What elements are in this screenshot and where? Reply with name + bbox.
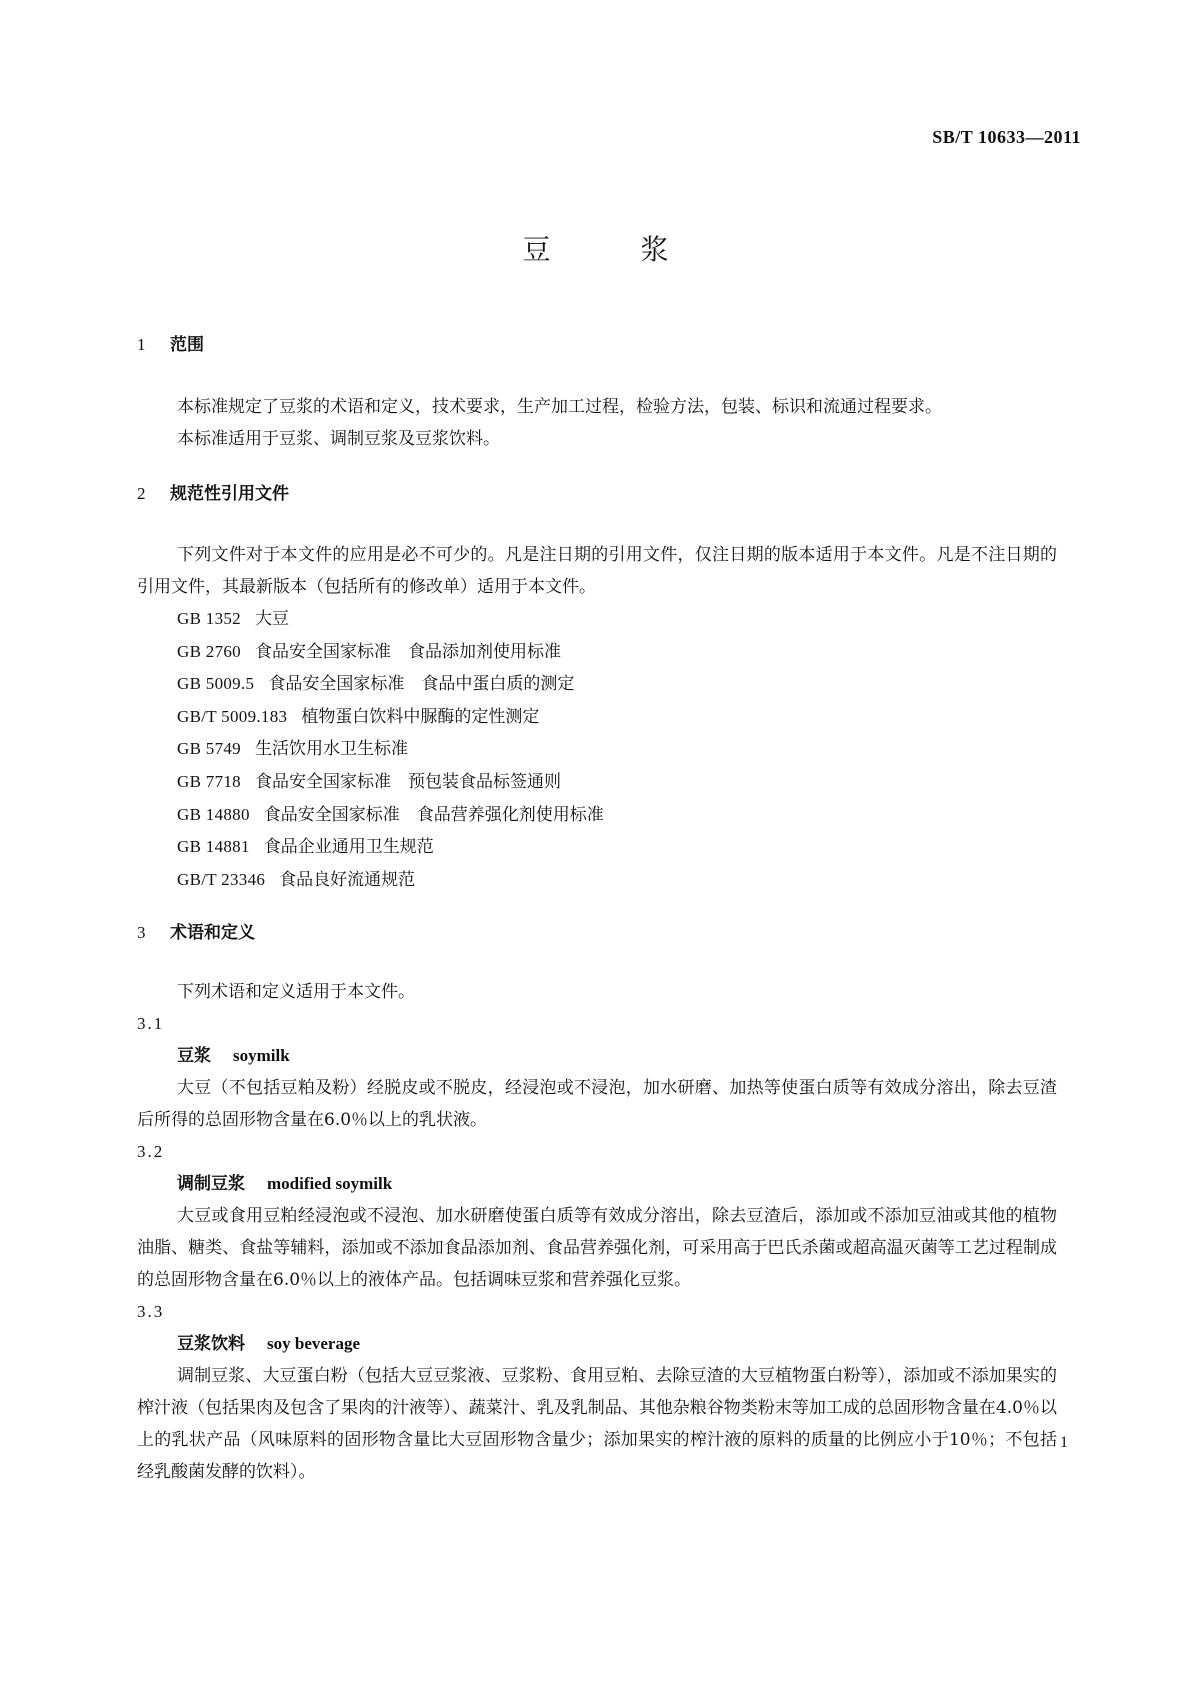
paragraph: 下列术语和定义适用于本文件。 [177,982,415,1003]
reference-name: 大豆 [254,609,289,629]
reference-item [137,668,1057,701]
term-en: soymilk [233,1046,290,1066]
term-heading [137,1168,1057,1200]
reference-item [137,831,1057,864]
term-en: soy beverage [267,1334,361,1354]
document-title: 豆浆 [522,233,759,266]
reference-code: GB 5749 [177,739,241,759]
term-number: 3.2 [137,1142,165,1162]
term-number: 3.3 [137,1302,165,1322]
paragraph: 本标准规定了豆浆的术语和定义，技术要求，生产加工过程，检验方法，包装、标识和流通过程要求。 [177,397,942,417]
reference-name: 食品安全国家标准 食品营养强化剂使用标准 [263,804,604,825]
term-heading [137,1040,1057,1072]
term-zh: 调制豆浆 [177,1174,245,1195]
reference-code: GB 5009.5 [177,674,255,694]
reference-code: GB 14880 [177,804,250,824]
section-title: 规范性引用文件 [170,484,289,504]
term-number: 3.1 [137,1014,165,1034]
section-number: 2 [137,484,146,503]
reference-code: GB/T 23346 [177,869,266,889]
reference-item [137,733,1057,766]
paragraph: 本标准适用于豆浆、调制豆浆及豆浆饮料。 [177,429,500,449]
term-definition: 大豆或食用豆粕经浸泡或不浸泡、加水研磨使蛋白质等有效成分溶出，除去豆渣后，添加或不添加豆油或其他的植物油脂、糖类、食盐等辅料，添加或不添加食品添加剂、食品营养强化剂，可采用高于巴氏杀菌或超高温灭菌等工艺过程制成的总固形物含量在6.0％以上的液体产品。包括调味豆浆和营养强化豆浆。 [137,1206,1057,1291]
section-heading-terms-and-definitions [137,918,1057,948]
term-definition: 调制豆浆、大豆蛋白粉（包括大豆豆浆液、豆浆粉、食用豆粕、去除豆渣的大豆植物蛋白粉等），添加或不添加果实的榨汁液（包括果肉及包含了果肉的汁液等）、蔬菜汁、乳及乳制品、其他杂粮谷物类粉末等加工成的总固形物含量在4.0％以上的乳状产品（风味原料的固形物含量比大豆固形物含量少；添加果实的榨汁液的原料的质量的比例应小于10％；不包括经乳酸菌发酵的饮料）。 [137,1366,1057,1483]
term-heading [137,1328,1057,1360]
reference-item [137,864,1057,897]
document-body [137,330,1057,1488]
reference-item [137,636,1057,669]
reference-code: GB/T 5009.183 [177,706,288,726]
reference-item [137,603,1057,636]
term-definition: 大豆（不包括豆粕及粉）经脱皮或不脱皮，经浸泡或不浸泡，加水研磨、加热等使蛋白质等有效成分溶出，除去豆渣后所得的总固形物含量在6.0％以上的乳状液。 [137,1078,1057,1131]
section-title: 术语和定义 [170,923,255,944]
section-number: 3 [137,923,146,943]
section-number: 1 [137,335,146,354]
standard-code: SB/T 10633—2011 [932,127,1081,147]
page-number: 1 [1060,1434,1068,1451]
reference-item [137,799,1057,832]
term-en: modified soymilk [267,1174,393,1194]
reference-name: 食品良好流通规范 [279,869,416,890]
reference-code: GB 14881 [177,837,250,857]
reference-name: 食品安全国家标准 食品中蛋白质的测定 [268,674,575,695]
reference-item [137,766,1057,799]
term-zh: 豆浆饮料 [177,1334,245,1355]
reference-name: 生活饮用水卫生标准 [254,739,408,760]
reference-name: 植物蛋白饮料中脲酶的定性测定 [301,706,540,727]
section-title: 范围 [170,335,204,355]
reference-name: 食品安全国家标准 食品添加剂使用标准 [254,641,561,662]
reference-item [137,701,1057,734]
reference-name: 食品企业通用卫生规范 [263,837,434,858]
reference-code: GB 1352 [177,609,241,628]
reference-code: GB 2760 [177,641,241,661]
section-heading-normative-references [137,479,1057,509]
reference-code: GB 7718 [177,771,241,791]
term-zh: 豆浆 [177,1046,211,1067]
reference-name: 食品安全国家标准 预包装食品标签通则 [254,771,561,792]
paragraph: 下列文件对于本文件的应用是必不可少的。凡是注日期的引用文件，仅注日期的版本适用于本文件。凡是不注日期的引用文件，其最新版本（包括所有的修改单）适用于本文件。 [137,545,1057,597]
section-heading-scope [137,330,1057,360]
